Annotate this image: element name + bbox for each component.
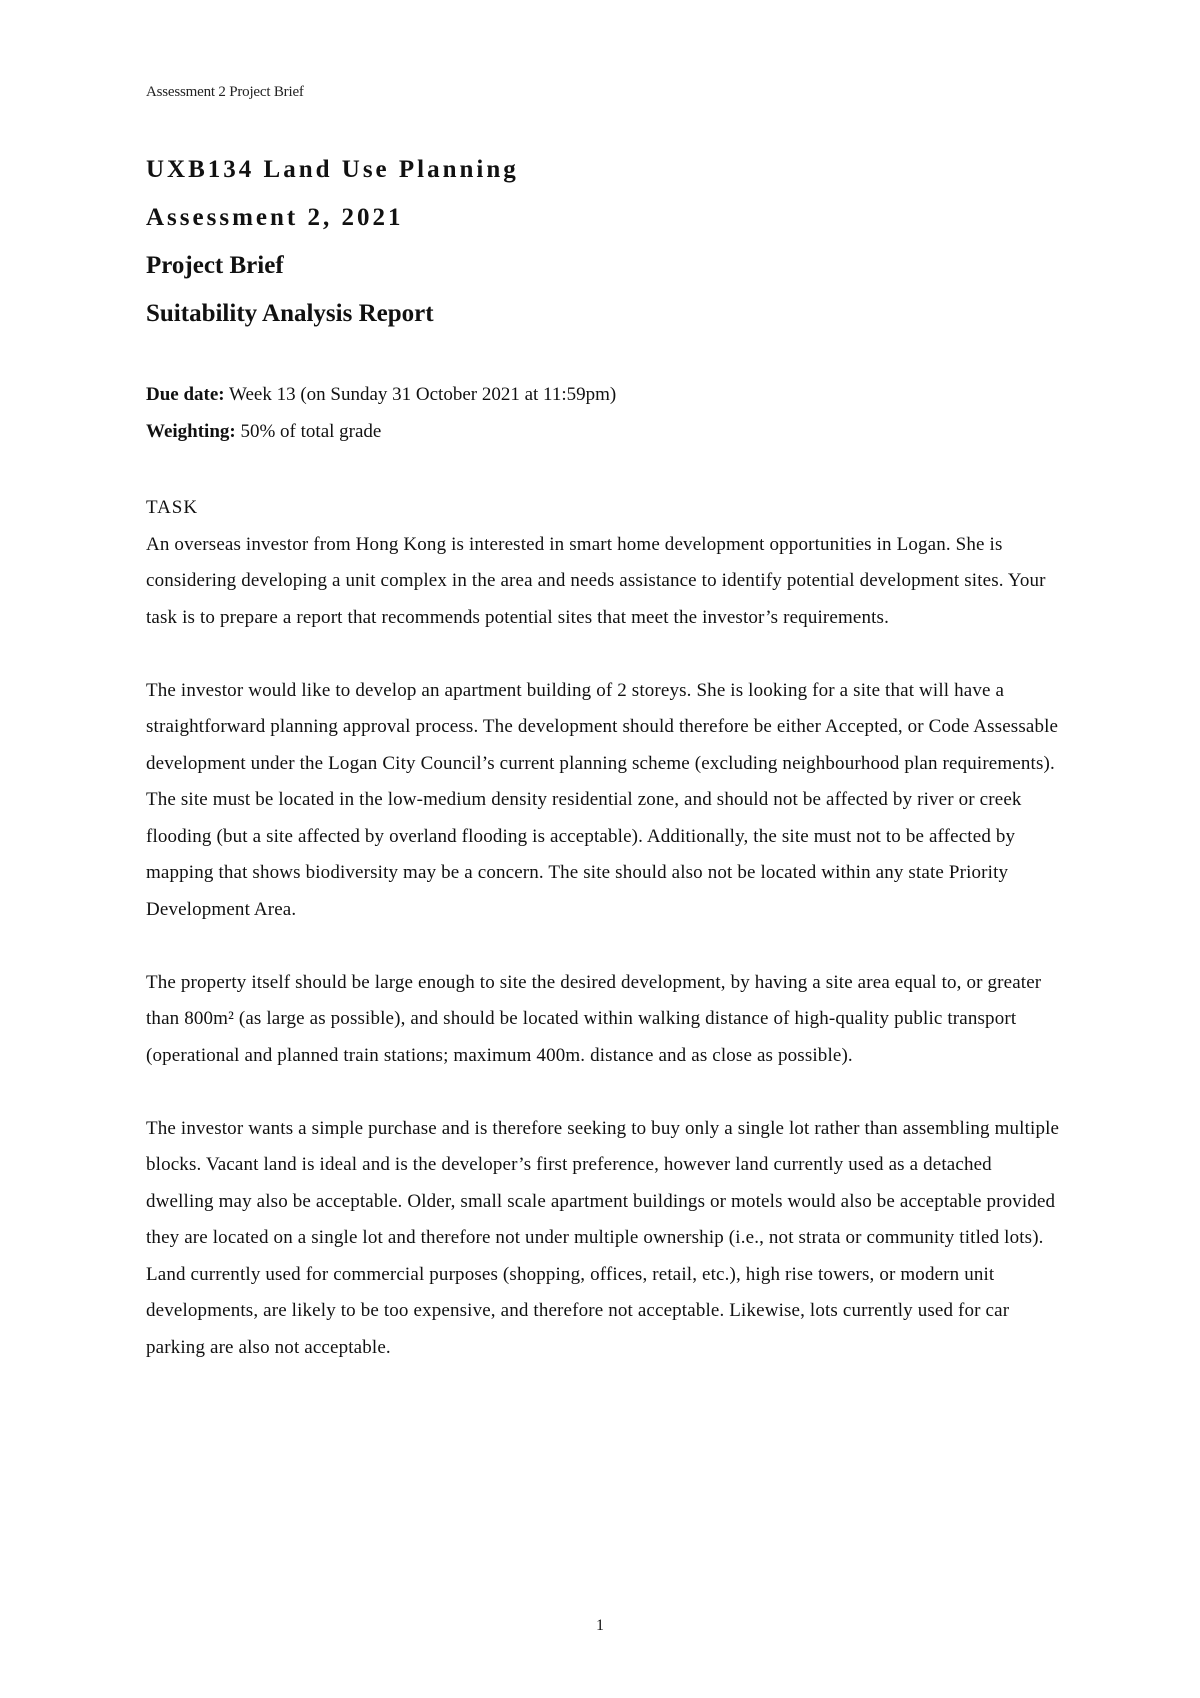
assessment-title: Assessment 2, 2021 [146, 204, 404, 231]
due-date-line [146, 376, 616, 413]
report-title: Suitability Analysis Report [146, 300, 434, 327]
assessment-meta [146, 376, 616, 450]
task-section [146, 490, 1062, 1403]
title-block [146, 146, 519, 338]
task-heading: TASK [146, 497, 199, 518]
running-header: Assessment 2 Project Brief [146, 84, 304, 100]
page-number: 1 [596, 1617, 604, 1634]
task-paragraph: The investor would like to develop an apartment building of 2 storeys. She is looking for a site that will have a straightforward planning approval process. The development should therefore be either Accepted, or Code Assessable development under the Logan City Council’s current planning scheme (excluding neighbourhood plan requirements). The site must be located in the low-medium density residential zone, and should not be affected by river or creek flooding (but a site affected by overland flooding is acceptable). Additionally, the site must not to be affected by mapping that shows biodiversity may be a concern. The site should also not be located within any state Priority Development Area. [146, 679, 1059, 920]
due-date-value: Week 13 (on Sunday 31 October 2021 at 11:59pm) [224, 384, 617, 405]
weighting-line [146, 413, 616, 450]
weighting-label: Weighting: [146, 421, 236, 442]
due-date-label: Due date: [146, 384, 225, 405]
task-paragraph: The investor wants a simple purchase and is therefore seeking to buy only a single lot rather than assembling multiple blocks. Vacant land is ideal and is the developer’s first preference, however land currently used as a detached dwelling may also be acceptable. Older, small scale apartment buildings or motels would also be acceptable provided they are located on a single lot and therefore not under multiple ownership (i.e., not strata or community titled lots). Land currently used for commercial purposes (shopping, offices, retail, etc.), high rise towers, or modern unit developments, are likely to be too expensive, and therefore not acceptable. Likewise, lots currently used for car parking are also not acceptable. [146, 1117, 1060, 1358]
weighting-value: 50% of total grade [235, 421, 382, 442]
task-paragraph: An overseas investor from Hong Kong is interested in smart home development opportunities in Logan. She is considering developing a unit complex in the area and needs assistance to identify potential development sites. Your task is to prepare a report that recommends potential sites that meet the investor’s requirements. [146, 533, 1046, 628]
task-paragraph: The property itself should be large enough to site the desired development, by having a site area equal to, or greater than 800m² (as large as possible), and should be located within walking distance of high-quality public transport (operational and planned train stations; maximum 400m. distance and as close as possible). [146, 971, 1042, 1066]
course-title: UXB134 Land Use Planning [146, 156, 519, 183]
project-brief-title: Project Brief [146, 252, 284, 279]
